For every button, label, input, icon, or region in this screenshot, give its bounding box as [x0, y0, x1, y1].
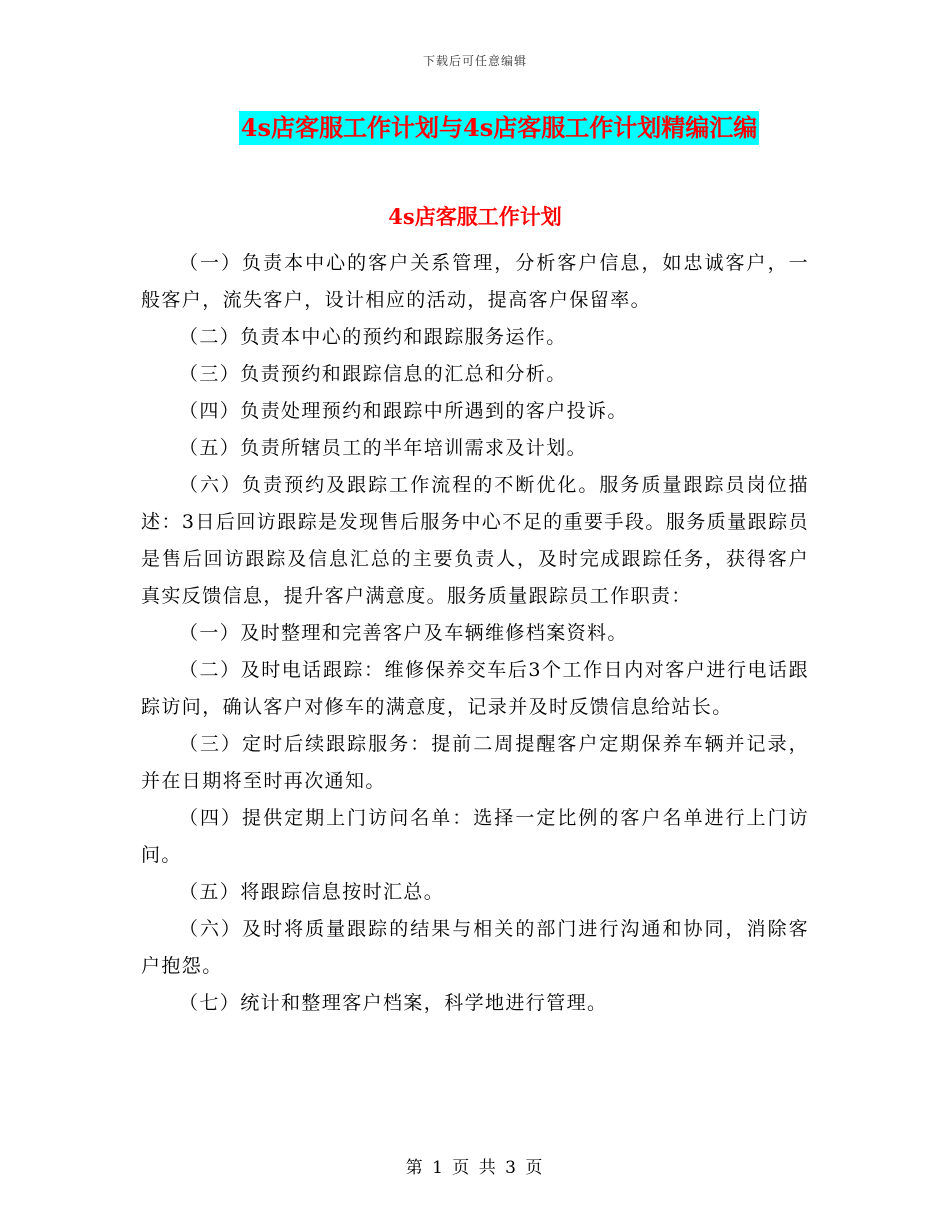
- paragraph: （四）负责处理预约和跟踪中所遇到的客户投诉。: [179, 400, 628, 422]
- paragraph: （二）负责本中心的预约和跟踪服务运作。: [179, 326, 567, 348]
- page-header-note: 下载后可任意编辑: [422, 54, 527, 68]
- paragraph: （七）统计和整理客户档案，科学地进行管理。: [179, 992, 608, 1014]
- paragraph: （四）提供定期上门访问名单：选择一定比例的客户名单进行上门访问。: [141, 807, 809, 866]
- paragraph: （六）及时将质量跟踪的结果与相关的部门进行沟通和协同，消除客户抱怨。: [141, 918, 809, 977]
- document-title-container: [0, 111, 950, 145]
- document-title: 4s店客服工作计划与4s店客服工作计划精编汇编: [239, 111, 759, 145]
- paragraph: （一）负责本中心的客户关系管理，分析客户信息，如忠诚客户，一般客户，流失客户，设计相应的活动，提高客户保留率。: [141, 252, 809, 311]
- page-number-footer: 第 1 页 共 3 页: [405, 1158, 545, 1178]
- paragraph: （五）将跟踪信息按时汇总。: [179, 881, 445, 903]
- paragraph: （三）负责预约和跟踪信息的汇总和分析。: [179, 363, 567, 385]
- paragraph: （六）负责预约及跟踪工作流程的不断优化。服务质量跟踪员岗位描述：3日后回访跟踪是发现售后服务中心不足的重要手段。服务质量跟踪员是售后回访跟踪及信息汇总的主要负责人，及时完成跟踪任务，获得客户真实反馈信息，提升客户满意度。服务质量跟踪员工作职责：: [141, 474, 809, 607]
- paragraph: （一）及时整理和完善客户及车辆维修档案资料。: [179, 622, 628, 644]
- paragraph: （二）及时电话跟踪：维修保养交车后3个工作日内对客户进行电话跟踪访问，确认客户对修车的满意度，记录并及时反馈信息给站长。: [141, 659, 809, 718]
- paragraph: （三）定时后续跟踪服务：提前二周提醒客户定期保养车辆并记录，并在日期将至时再次通知。: [141, 733, 809, 792]
- paragraph: （五）负责所辖员工的半年培训需求及计划。: [179, 437, 588, 459]
- section-title: 4s店客服工作计划: [388, 204, 562, 229]
- document-body: [141, 245, 809, 1022]
